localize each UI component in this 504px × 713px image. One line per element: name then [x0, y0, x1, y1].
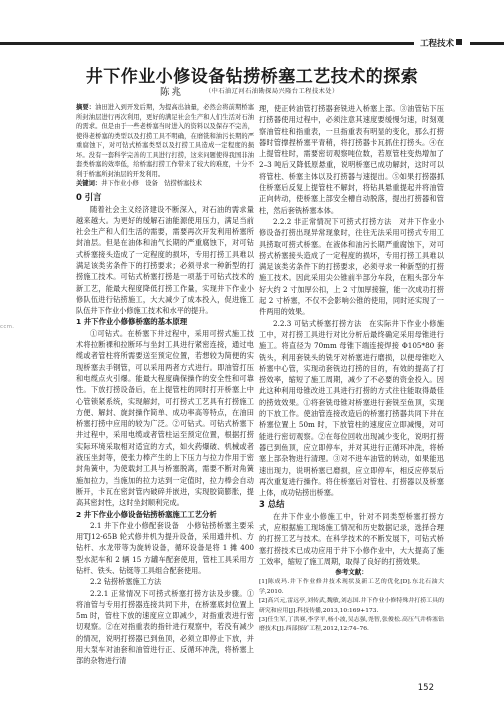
paragraph: 在井下作业小修施工中，针对不同类型桥塞打捞方式，应根据施工现场施工情况和历史数据记录，选择合理的打捞工艺与技术。在科学技术的不断发展下，可钻式桥塞打捞技术已成功应用于井下小修作业中，大大提高了施工效率，缩短了施工周期，取得了良好的打捞效果。: [259, 511, 444, 567]
reference-item: [3]任生军,丁洪赛,李学平,杨小波,吴志强,尧智,张俊松.高压气井桥塞钻磨技术[J].西部探矿工程,2012,12:74–76.: [259, 617, 444, 633]
left-column: [76, 103, 254, 667]
right-body: [259, 103, 444, 635]
paragraph: 2.2.3 可钻式桥塞打捞方法 在实际井下作业小修施工中，对打捞工具进行对比分析后最终确定采用母锥进行施工。将直径为 70mm 母锥下端连接焊接 Φ105*80 套铣头，利用套铣头的铣牙对桥塞进行磨损，以便母锥吃入桥塞中心管，实现动套铣边打捞的目的，有效的提高了打捞效率，缩短了施工周期，减少了不必要的资金投入。因此这种利用母锥改进工具进行打捞的方式往往能取得最佳的捞效效果。①将套铣母锥对桥塞进行套铣至鱼顶，实现的下放工作。使油管连接改造后的桥塞打捞器共同下井在桥塞位置上 50m 时，下放管柱的速度应立即减慢，对可能进行密切观察。②在每位回收出现减少变化，说明打捞器已到鱼顶，应立即停车，并对其进行正循环冲洗，将桥塞上部杂物进行清理。③对不进车油管的转动，如果能迅速出现力，说明桥塞已磨损，应立即停车，相反应停泵后再次重复进行操作。将住桥塞后对管柱、打捞器以及桥塞上体，成功钻捞出桥塞。: [259, 318, 444, 498]
section-heading: 0 引言: [76, 192, 102, 202]
section-label: 工程技术: [414, 36, 470, 52]
square-icon: [456, 39, 462, 45]
paragraph: 2.2.1 正常情况下可捞式桥塞打捞方法及步骤。①将油管与专用打捞器连接共同下井，在桥塞底封位置上 5m 时，管柱下放的速度应立即减少，对指重表进行密切观察。②在对指重表的指针进行观察中，若没有减少的情况，说明打捞器已到鱼顶，必须立即停止下放，并用大泵车对油套和油管进行正、反循环冲洗，将桥塞上部的杂物进行清: [76, 588, 254, 666]
references-heading: 参考文献：: [335, 568, 368, 577]
paragraph: 2.2 钻捞桥塞施工方法: [90, 577, 162, 587]
abstract: [76, 103, 254, 179]
paragraph: 理，使正转油管打捞器套铣进入桥塞上部。③油管钻下压打捞器使用过程中，必须注意其速度要缓慢匀速，时刻观察油管柱和指重表，一旦指重表有明显的变化，那么打捞器时管撑捏桥塞平青稍，将打捞器卡瓦抓住打捞头。④在上提管柱时，需要密切观察吨位数，若原管柱变热增加了2–3 吨后又降低原悬重，说明桥塞已成功解封，这时可以将管柱、桥塞主体以及打捞器与速提出。⑤如果打捞器抓住桥塞后反复上提管柱不解封，将钻具悬重提起并将油管正向转动，使桥塞上部安全槽自动脱落，提出打捞器和管柱，然后套铣桥塞本体。: [259, 104, 444, 215]
article-affiliation: （中石油辽河石油勘探局兴隆台工程技术处）: [205, 88, 339, 95]
keywords: [76, 179, 254, 189]
paragraph: 2.1 井下作业小修配套设备 小修钻捞桥塞主要采用TJ12-65B 轮式修井机为提升设备，采用通井机、方钻杆、水龙带等为旋转设备，循环设备是将 1 摊 400 型水泥车和 2 辆 15 方罐车配套使用，管柱工具采用方钻杆、铁头、钻铤等工具组合配套使用。: [76, 520, 254, 575]
article-title: 井下作业小修设备钻捞桥塞工艺技术的探索: [85, 67, 419, 87]
article-author: 陈兆: [160, 87, 184, 98]
margin-note: ccm．: [0, 324, 19, 330]
subsection-heading: 2 井下作业小修设备钻捞桥塞施工工艺分析: [76, 509, 217, 519]
subsection-heading: 1 井下作业小修修桥塞的基本原理: [76, 317, 188, 327]
page-number: 152: [417, 683, 434, 693]
section-heading: 3 总结: [259, 499, 285, 510]
abstract-label: 摘要：: [76, 104, 96, 111]
paragraph: ①可钻式。在桥塞下井过程中，采用可捞式施工技术将拉断裸和拉断环与坐封工具进行紧密连接，通过电缆或者管柱将所需要送至预定位置，若想较为简便的实现桥塞去手钢管，可以采用两者方式进行。即油管打压和电缆点火引爆。能最大程度确保操作的安全性和可靠性。下放打捞设备后，在上提管柱的同时打开桥塞上中心管锁紧系统，实现解封，可打捞式工艺具有打捞施工方便、解封、旋封操作简单、成功率高等特点，在油田桥塞打捞中应用的较为广泛。②可钻式。可钻式桥塞下井过程中，采用电缆或者管柱运至预定位置，根据打捞实际环境采取相对适宜的方式，如火药爆破、机械或者液压坐封等，使张力棒产生的上下压力与拉力作用于密封角簧中，为使载封工具与桥塞脱离，需要不断对角簧施加拉力，当施加的拉力达到一定值时，拉力棒会自动断开，卡瓦在密封管内破碎并嵌进，实现胶筒膨胀，提高其密封性，这时坐封顺利完成。: [76, 328, 254, 508]
paragraph: 随着社会主义经济建设不断深入，对石油的需求量越来越大。为更好的缓解石油能源使用压力，满足当前社会生产和人们生活的需要，需要再次开发利用桥塞所封油层。但是在油体和油气长期的严重腐蚀下，对可钻式桥塞接头造成了一定程度的损坏，专用打捞工具难以满足该类劣条件下的打捞要求；必须寻求一种新型的打捞施工技术。可钻式桥塞打捞是一项基于可钻式技术的新工艺，能最大程度降低打捞工作量，实现井下作业小修队伍进行钻捞施工，大大减少了成本投入，促进施工队伍井下作业小修施工技术和水平的提升。: [76, 204, 254, 316]
left-body: [76, 191, 254, 667]
abstract-text: 油田进入到开发后期，为提高出油量，必然会将前期桥塞所封油层进行再次利用，更好的满足社会生产和人们生活对石油的需求。但是由于一些老桥塞当时进入的资料以及保存不完善，使得老桥塞的类型以及打捞工具不明确，在磨铣和油污长期的严重腐蚀下，对可钻式桥塞类型以及打捞工具造成一定程度的损坏。没有一套科学完善的工具进行打捞，这来问题使得我国非油套类桥塞的效率低，给桥塞打捞工作带来了较大的难度，十分不利于桥塞所封油层的开发利用。: [76, 104, 254, 178]
right-column: [259, 103, 444, 635]
keywords-label: 关键词：: [76, 180, 102, 187]
reference-item: [1]陈成玛.井下作业修井技术现状及新工艺的优化[D].东北石油大学,2010.: [259, 579, 444, 595]
keywords-text: 井下作业小修 设备 钻捞桥塞技术: [101, 180, 202, 187]
reference-item: [2]高兴元,雷远亭,刘传武,魏敏,刘志国.井下作业小修特殊井打捞工具的研究和应用[J].科技传播,2013,10:169+173.: [259, 598, 444, 614]
paragraph: 2.2.2 非正常情况下可捞式打捞方法 对井下作业小修设备打捞出现异常现象时，往往无法采用可捞式专用工具捞取可捞式桥塞。在液体和油污长期严重腐蚀下，对可捞式桥塞接头造成了一定程度的损坏，专用打捞工具难以满足该类劣条件下的打捞要求，必须寻求一种新型的打捞施工技术。因此采用尖公锥前半部分车段，在粗头部分车好大约 2 寸加厚公扣，上 2 寸加厚接箍，能一次成功打捞起 2 寸桥塞，不仅不会影响公锥的使用，同时还实现了一件两用的效果。: [259, 216, 444, 317]
